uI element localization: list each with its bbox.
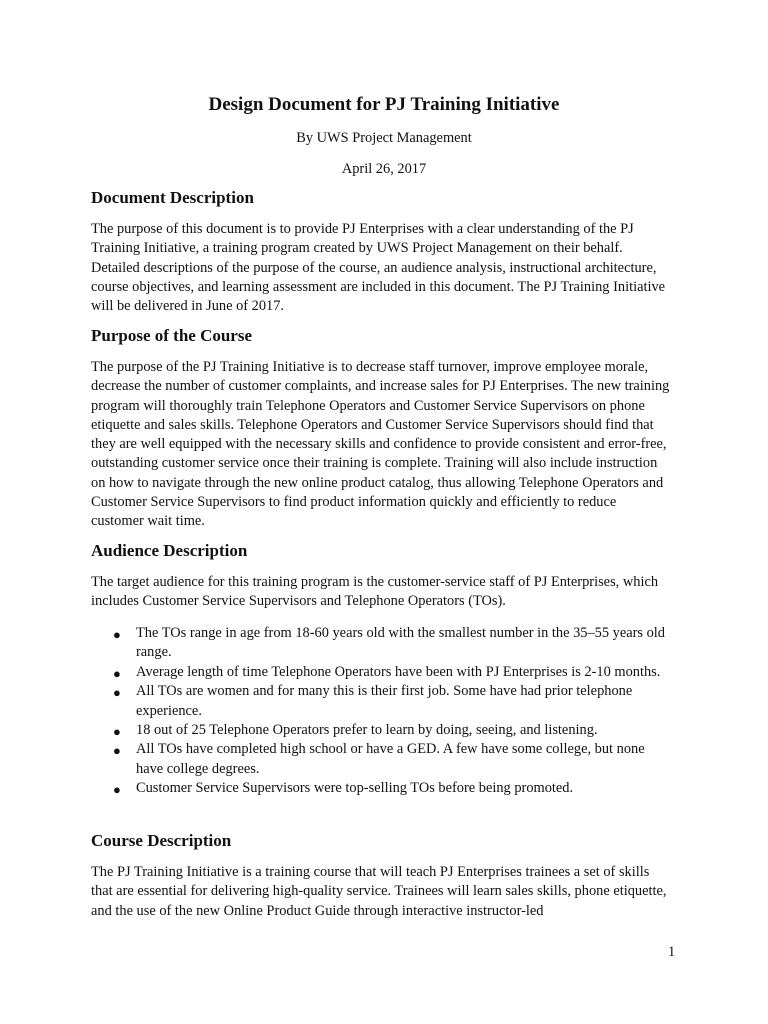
list-item-text: 18 out of 25 Telephone Operators prefer to learn by doing, seeing, and listening. (136, 722, 598, 739)
list-item (91, 779, 671, 798)
document-title: Design Document for PJ Training Initiative (208, 94, 560, 115)
bullet-icon: ● (113, 627, 121, 642)
section-heading-purpose-of-the-course: Purpose of the Course (91, 326, 253, 345)
list-item-text: All TOs have completed high school or have a GED. A few have some college, but none have college degrees. (136, 741, 645, 777)
list-item (91, 740, 671, 779)
list-item (91, 721, 671, 740)
bullet-icon: ● (113, 782, 121, 798)
list-item (91, 663, 671, 682)
section-body-purpose-of-the-course: The purpose of the PJ Training Initiative is to decrease staff turnover, improve employee morale, decrease the number of customer complaints, and increase sales for PJ Enterprises. The new training program will thoroughly train Telephone Operators and Customer Service Supervisors on phone etiquette and sales skills. Telephone Operators and Customer Service Supervisors should find that they are well equipped with the necessary skills and confidence to provide consistent and error-free, outstanding customer service once their training is complete. Training will also include instruction on how to navigate through the new online product catalog, thus allowing Telephone Operators and Customer Service Supervisors to find product information quickly and efficiently to reduce customer wait time. (91, 359, 670, 530)
list-item-text: Average length of time Telephone Operators have been with PJ Enterprises is 2-10 months. (136, 663, 661, 680)
page-number: 1 (668, 944, 676, 960)
bullet-icon: ● (113, 743, 121, 759)
list-item (91, 624, 671, 663)
section-body-document-description: The purpose of this document is to provide PJ Enterprises with a clear understanding of the PJ Training Initiative, a training program created by UWS Project Management on their behalf. Detailed descriptions of the purpose of the course, an audience analysis, instructional architecture, course objectives, and learning assessment are included in this document. The PJ Training Initiative will be delivered in June of 2017. (91, 221, 666, 315)
list-item-text: Customer Service Supervisors were top-selling TOs before being promoted. (136, 780, 574, 797)
list-item-text: All TOs are women and for many this is their first job. Some have had prior telephone experience. (136, 683, 633, 719)
section-heading-audience-description: Audience Description (91, 541, 248, 560)
audience-bullet-list (91, 624, 671, 799)
list-item-text: The TOs range in age from 18-60 years old with the smallest number in the 35–55 years old range. (136, 625, 666, 661)
section-heading-course-description: Course Description (91, 831, 232, 850)
list-item (91, 682, 671, 721)
section-body-audience-description: The target audience for this training program is the customer-service staff of PJ Enterprises, which includes Customer Service Supervisors and Telephone Operators (TOs). (91, 574, 659, 610)
bullet-icon: ● (113, 724, 121, 740)
section-body-course-description: The PJ Training Initiative is a training course that will teach PJ Enterprises trainees a set of skills that are essential for delivering high-quality service. Trainees will learn sales skills, phone etiquette, and the use of the new Online Product Guide through interactive instructor-led (91, 864, 667, 919)
section-heading-document-description: Document Description (91, 188, 254, 207)
document-date: April 26, 2017 (341, 161, 427, 177)
bullet-icon: ● (113, 685, 121, 701)
bullet-icon: ● (113, 665, 121, 681)
document-byline: By UWS Project Management (296, 130, 472, 146)
